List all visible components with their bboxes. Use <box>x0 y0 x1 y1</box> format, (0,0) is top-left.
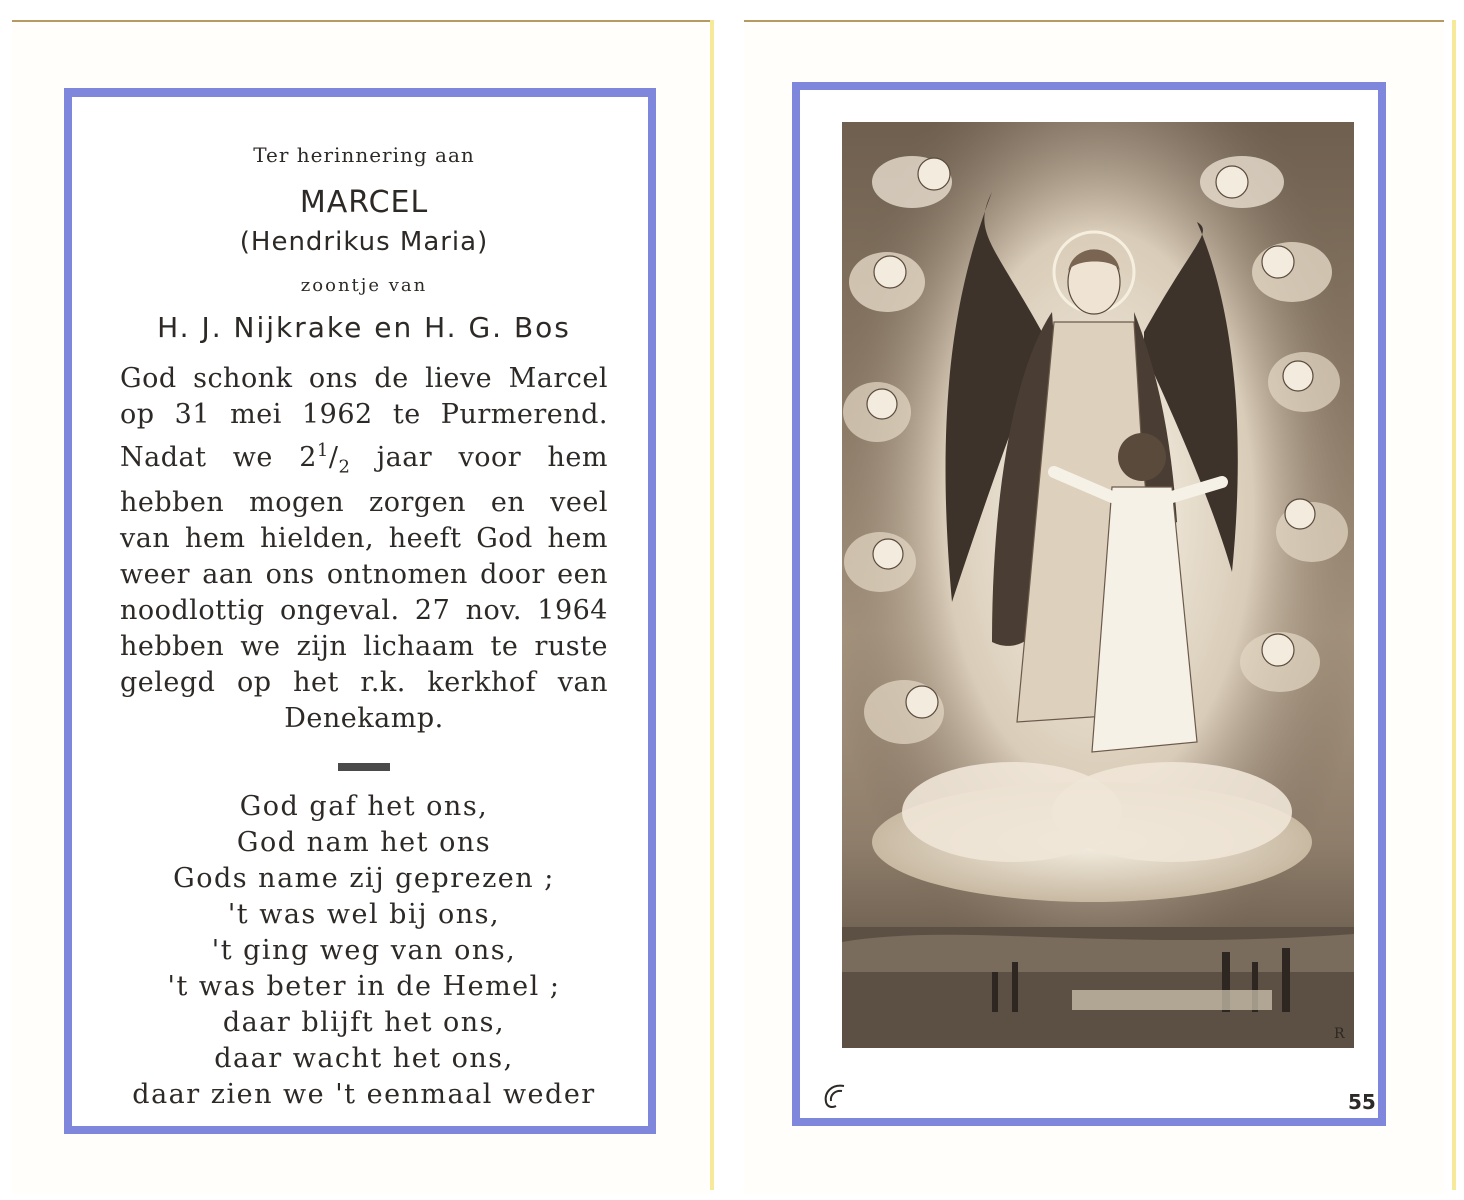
card-border-frame <box>64 88 656 1134</box>
body-line: God schonk ons de lieve Marcel <box>120 363 608 394</box>
poem-line: daar wacht het ons, <box>214 1043 514 1075</box>
card-border-frame <box>792 82 1386 1126</box>
parents-names: H. J. Nijkrake en H. G. Bos <box>157 311 571 344</box>
relation-line: zoontje van <box>300 275 428 296</box>
poem-line: 't was beter in de Hemel ; <box>167 971 561 1003</box>
memorial-poem <box>120 789 608 1113</box>
poem-line: 't was wel bij ons, <box>227 899 501 931</box>
guardian-angel-illustration <box>842 122 1354 1048</box>
body-line: Denekamp. <box>284 703 444 735</box>
body-line: gelegd op het r.k. kerkhof van <box>120 667 608 699</box>
body-line: noodlottig ongeval. 27 nov. 1964 <box>120 595 608 627</box>
memorial-card-picture-side <box>744 20 1444 1194</box>
card-edge <box>710 20 714 1190</box>
angel-picture-icon <box>842 122 1354 1048</box>
deceased-name: MARCEL <box>299 185 429 220</box>
body-line: op 31 mei 1962 te Purmerend. <box>120 399 608 430</box>
body-line: weer aan ons ontnomen door een <box>120 559 608 591</box>
body-line: Nadat we $2^1/_2$ jaar voor hem <box>120 440 608 478</box>
memorial-text <box>120 143 608 1113</box>
poem-line: Gods name zij geprezen ; <box>173 863 555 895</box>
poem-line: God nam het ons <box>236 827 492 859</box>
memorial-card-text-side <box>12 20 712 1194</box>
card-number: 55 <box>1348 1090 1376 1114</box>
body-line: hebben mogen zorgen en veel <box>120 487 608 519</box>
body-line: hebben we zijn lichaam te ruste <box>120 631 608 663</box>
poem-line: God gaf het ons, <box>239 791 489 823</box>
artist-mark: R <box>1334 1026 1345 1042</box>
poem-line: 't ging weg van ons, <box>211 935 517 967</box>
deceased-full-name: (Hendrikus Maria) <box>239 227 489 257</box>
poem-line: daar zien we 't eenmaal weder <box>132 1079 596 1111</box>
card-edge <box>1452 20 1456 1190</box>
body-line: van hem hielden, heeft God hem <box>120 523 608 555</box>
intro-line: Ter herinnering aan <box>253 143 475 167</box>
poem-line: daar blijft het ons, <box>222 1007 506 1039</box>
publisher-logo-icon <box>822 1082 850 1110</box>
memorial-body-text <box>120 361 608 737</box>
section-divider <box>338 763 390 771</box>
